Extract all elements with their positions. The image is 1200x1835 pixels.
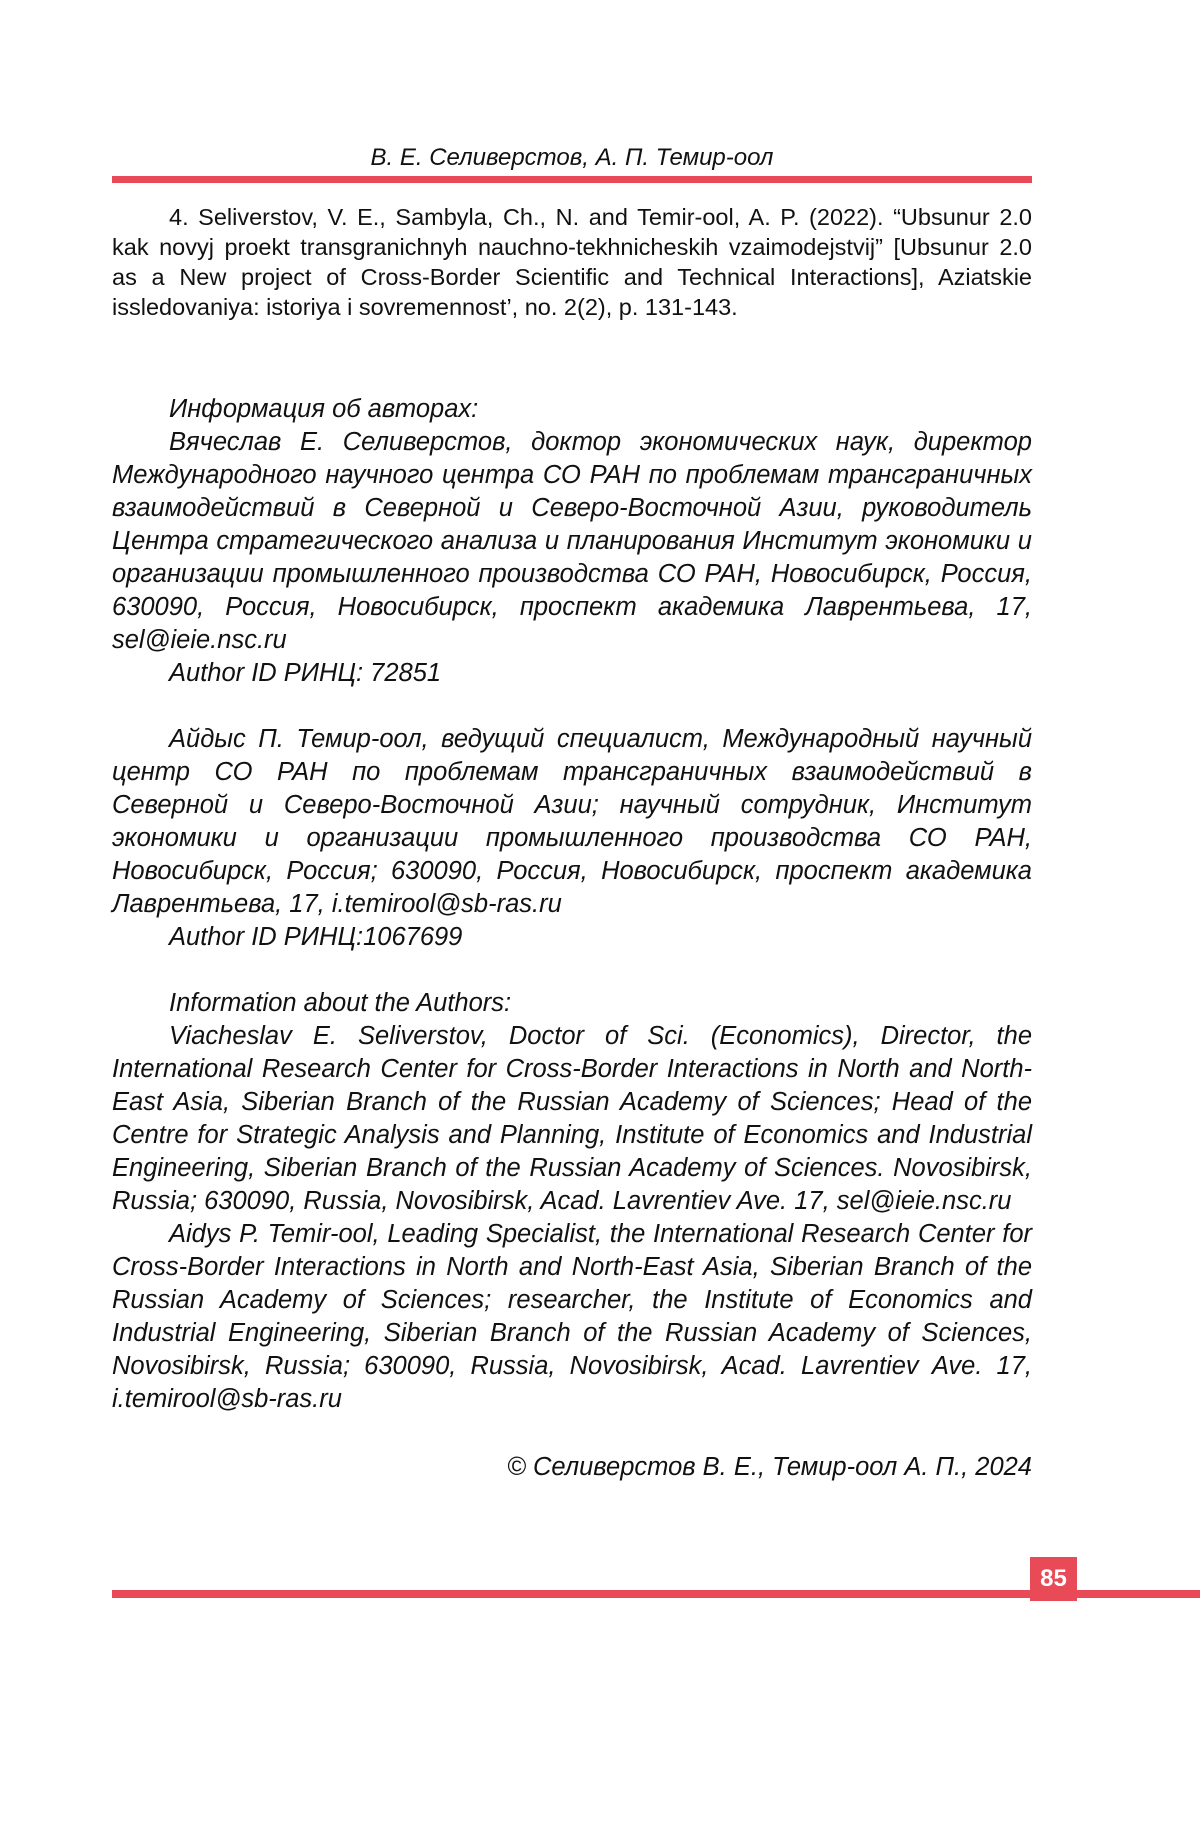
en-authors-heading: Information about the Authors: — [169, 989, 512, 1017]
ru-author1-id: Author ID РИНЦ: 72851 — [169, 659, 442, 687]
ru-author-info — [112, 393, 1032, 954]
running-header: В. Е. Селиверстов, А. П. Темир-оол — [370, 144, 774, 171]
header-rule — [112, 176, 1032, 183]
ru-author1-bio: Вячеслав Е. Селиверстов, доктор экономических наук, директор Международного научного центра СО РАН по проблемам трансграничных взаимодействий в Северной и Северо-Восточной Азии, руководитель Центра стратегического анализа и планирования Институт экономики и организации промышленного производства СО РАН, Новосибирск, Россия, 630090, Россия, Новосибирск, проспект академика Лаврентьева, 17, sel@ieie.nsc.ru — [112, 428, 1032, 654]
en-author-info — [112, 987, 1032, 1416]
en-author1-bio: Viacheslav E. Seliverstov, Doctor of Sci. (Economics), Director, the International Research Center for Cross-Border Interactions in North and North-East Asia, Siberian Branch of the Russian Academy of Sciences; Head of the Centre for Strategic Analysis and Planning, Institute of Economics and Industrial Engineering, Siberian Branch of the Russian Academy of Sciences. Novosibirsk, Russia; 630090, Russia, Novosibirsk, Acad. Lavrentiev Ave. 17, sel@ieie.nsc.ru — [112, 1022, 1032, 1215]
ru-authors-heading: Информация об авторах: — [169, 395, 479, 423]
reference-item: 4. Seliverstov, V. E., Sambyla, Ch., N. and Temir-ool, A. P. (2022). “Ubsunur 2.0 kak novyj proekt transgranichnyh nauchno-tekhnicheskih vzaimodejstvij” [Ubsunur 2.0 as a New project of Cross-Border Scientific and Technical Interactions], Aziatskie issledovaniya: istoriya i sovremennost’, no. 2(2), p. 131-143. — [112, 204, 1032, 320]
page-number-badge: 85 — [1030, 1557, 1077, 1601]
copyright-line: © Селиверстов В. Е., Темир-оол А. П., 2024 — [507, 1453, 1032, 1481]
ru-author2-bio: Айдыс П. Темир-оол, ведущий специалист, Международный научный центр СО РАН по проблемам трансграничных взаимодействий в Северной и Северо-Восточной Азии; научный сотрудник, Институт экономики и организации промышленного производства СО РАН, Новосибирск, Россия; 630090, Россия, Новосибирск, проспект академика Лаврентьева, 17, i.temirool@sb-ras.ru — [112, 725, 1032, 918]
page-content — [112, 202, 1032, 1484]
en-author2-bio: Aidys P. Temir-ool, Leading Specialist, the International Research Center for Cross-Border Interactions in North and North-East Asia, Siberian Branch of the Russian Academy of Sciences; researcher, the Institute of Economics and Industrial Engineering, Siberian Branch of the Russian Academy of Sciences, Novosibirsk, Russia; 630090, Russia, Novosibirsk, Acad. Lavrentiev Ave. 17, i.temirool@sb-ras.ru — [112, 1220, 1032, 1413]
ru-author2-id: Author ID РИНЦ:1067699 — [169, 923, 463, 951]
